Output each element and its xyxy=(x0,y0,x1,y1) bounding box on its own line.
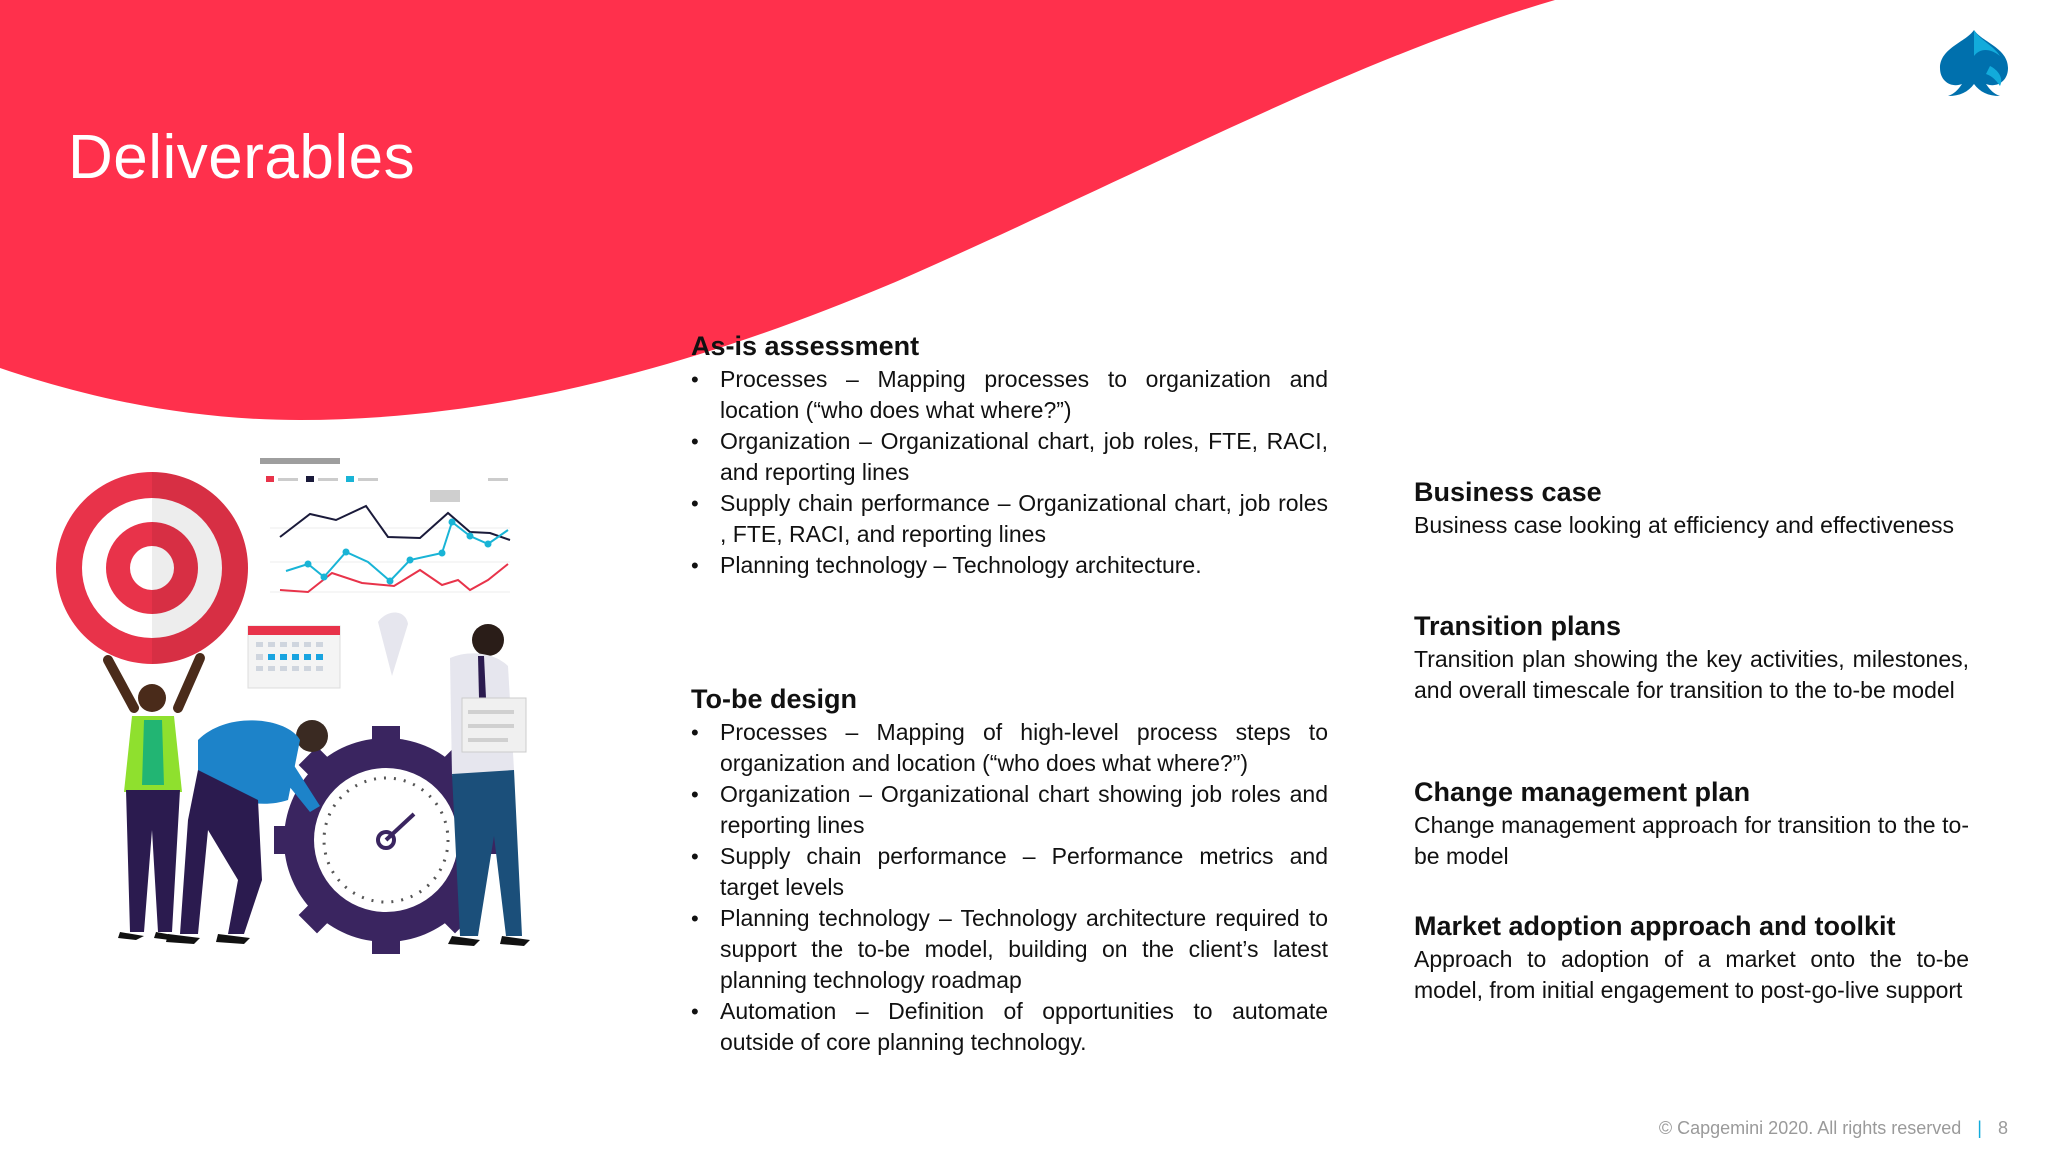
list-item: • Processes – Mapping of high-level process steps to organization and location (“who does what where?”) xyxy=(691,717,1328,779)
list-item: • Automation – Definition of opportunities to automate outside of core planning technology. xyxy=(691,996,1328,1058)
to-be-section xyxy=(691,681,1328,1058)
transition-plans-heading: Transition plans xyxy=(1414,611,1622,641)
to-be-list xyxy=(691,717,1328,1058)
team-goals-illustration xyxy=(48,440,568,960)
list-item: • Organization – Organizational chart, job roles, FTE, RACI, and reporting lines xyxy=(691,426,1328,488)
list-item: • Processes – Mapping processes to organization and location (“who does what where?”) xyxy=(691,364,1328,426)
change-management-section xyxy=(1414,774,1969,872)
to-be-heading: To-be design xyxy=(691,684,857,714)
as-is-list xyxy=(691,364,1328,581)
list-item: • Organization – Organizational chart showing job roles and reporting lines xyxy=(691,779,1328,841)
capgemini-spade-icon xyxy=(1934,26,2014,98)
slide-title: Deliverables xyxy=(68,123,416,192)
calendar-icon xyxy=(248,626,340,688)
list-item: • Planning technology – Technology architecture. xyxy=(691,550,1328,581)
transition-plans-text: Transition plan showing the key activities, milestones, and overall timescale for transition to the to-be model xyxy=(1414,646,1969,703)
dashboard-chart-graphic xyxy=(260,458,510,592)
business-case-text: Business case looking at efficiency and effectiveness xyxy=(1414,512,1954,538)
target-icon xyxy=(56,472,248,664)
change-management-heading: Change management plan xyxy=(1414,777,1751,807)
market-adoption-section xyxy=(1414,908,1969,1006)
business-case-heading: Business case xyxy=(1414,477,1602,507)
market-adoption-heading: Market adoption approach and toolkit xyxy=(1414,911,1896,941)
transition-plans-section xyxy=(1414,608,1969,706)
slide-footer xyxy=(1659,1118,2008,1139)
business-case-section xyxy=(1414,474,1969,541)
as-is-section xyxy=(691,328,1328,581)
list-item: • Supply chain performance – Organizational chart, job roles , FTE, RACI, and reporting lines xyxy=(691,488,1328,550)
footer-separator: | xyxy=(1977,1118,1982,1138)
market-adoption-text: Approach to adoption of a market onto the to-be model, from initial engagement to post-go-live support xyxy=(1414,946,1969,1003)
copyright-text: © Capgemini 2020. All rights reserved xyxy=(1658,1118,1962,1138)
change-management-text: Change management approach for transition to the to-be model xyxy=(1414,812,1969,869)
as-is-heading: As-is assessment xyxy=(691,331,920,361)
page-number: 8 xyxy=(1997,1118,2008,1138)
list-item: • Planning technology – Technology architecture required to support the to-be model, building on the client’s latest planning technology roadmap xyxy=(691,903,1328,996)
list-item: • Supply chain performance – Performance metrics and target levels xyxy=(691,841,1328,903)
